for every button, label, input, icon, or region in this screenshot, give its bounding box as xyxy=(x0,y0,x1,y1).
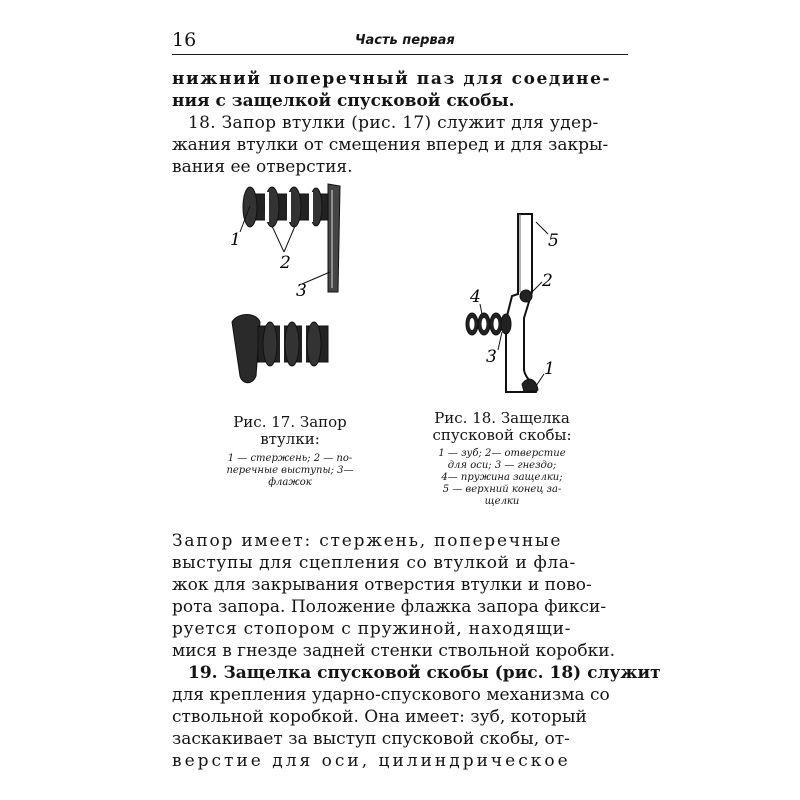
body-line: рота запора. Положение флажка запора фикси- xyxy=(172,597,607,617)
caption-title-line: втулки: xyxy=(260,430,320,448)
caption-key-line: 1 — зуб; 2— отверстие xyxy=(438,448,566,459)
figure-17-caption xyxy=(210,414,370,489)
figure-18-label-1: 1 xyxy=(544,359,555,379)
figure-18-label-4: 4 xyxy=(470,287,481,307)
bolt-top-view xyxy=(243,184,340,292)
caption-title-line: Рис. 17. Запор xyxy=(233,413,347,431)
body-line: ствольной коробкой. Она имеет: зуб, который xyxy=(172,707,587,727)
figure-17-label-3: 3 xyxy=(296,281,307,301)
figure-18-label-3: 3 xyxy=(486,347,497,367)
header-rule xyxy=(172,54,628,55)
caption-key-line: 5 — верхний конец за- xyxy=(442,484,562,495)
figure-17-drawing xyxy=(220,180,370,400)
caption-key-line: для оси; 3 — гнездо; xyxy=(447,460,557,471)
caption-key-line: флажок xyxy=(268,477,312,488)
page-number: 16 xyxy=(172,29,197,51)
body-line: вания ее отверстия. xyxy=(172,157,353,177)
body-line: жок для закрывания отверстия втулки и пово- xyxy=(172,575,592,595)
catch-spring xyxy=(466,313,511,335)
body-line: 19. Защелка спусковой скобы (рис. 18) служит xyxy=(188,663,661,683)
caption-title-line: спусковой скобы: xyxy=(432,426,572,444)
body-line: жания втулки от смещения вперед и для закры- xyxy=(172,135,609,155)
body-line: ния с защелкой спусковой скобы. xyxy=(172,91,515,111)
body-line: Запор имеет: стержень, поперечные xyxy=(172,531,563,551)
catch-body xyxy=(506,214,538,392)
body-line: 18. Запор втулки (рис. 17) служит для удер- xyxy=(188,113,599,133)
figure-17-label-1: 1 xyxy=(230,230,241,250)
caption-key-line: 4— пружина защелки; xyxy=(441,472,563,483)
figure-17-label-2: 2 xyxy=(280,253,291,273)
body-line: выступы для сцепления со втулкой и фла- xyxy=(172,553,576,573)
figure-18-drawing xyxy=(440,200,580,400)
figure-18-label-5: 5 xyxy=(548,231,559,251)
body-line: для крепления ударно-спускового механизма со xyxy=(172,685,610,705)
body-line: мися в гнезде задней стенки ствольной коробки. xyxy=(172,641,616,661)
running-header: Часть первая xyxy=(355,33,455,48)
body-line: верстие для оси, цилиндрическое xyxy=(172,751,571,771)
bolt-bottom-view xyxy=(232,315,328,383)
caption-key-line: 1 — стержень; 2 — по- xyxy=(227,453,353,464)
figure-18-caption xyxy=(420,410,584,508)
caption-title-line: Рис. 18. Защелка xyxy=(434,409,570,427)
figure-18-label-2: 2 xyxy=(542,271,553,291)
body-line: нижний поперечный паз для соедине- xyxy=(172,69,612,89)
caption-key-line: щелки xyxy=(484,496,520,507)
body-line: руется стопором с пружиной, находящи- xyxy=(172,619,572,639)
caption-key-line: перечные выступы; 3— xyxy=(226,465,354,476)
body-line: заскакивает за выступ спусковой скобы, от- xyxy=(172,729,570,749)
